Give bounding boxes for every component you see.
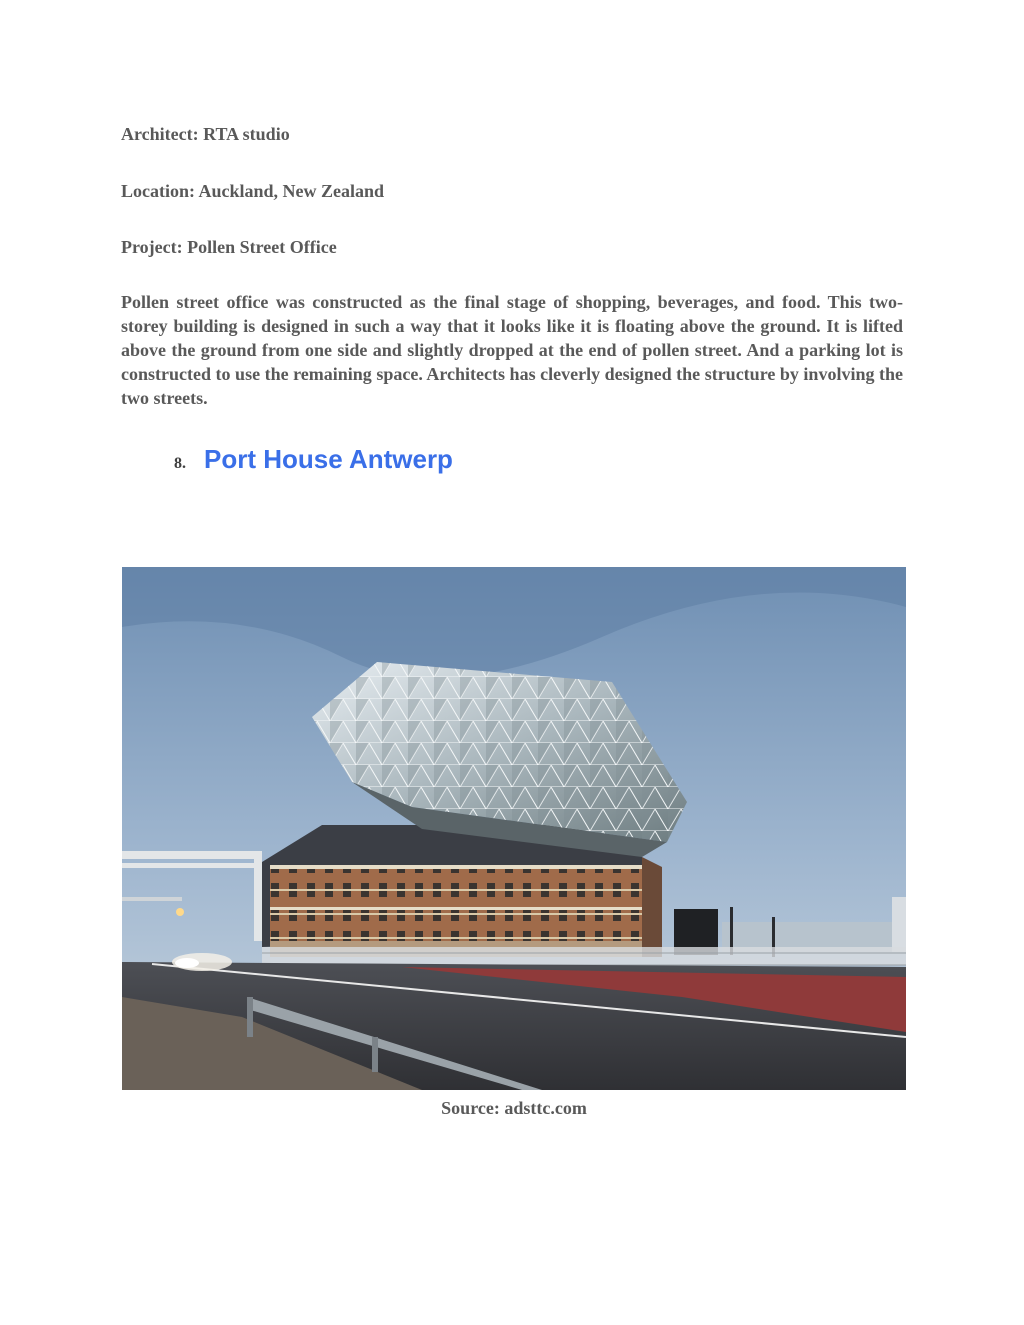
image-caption: Source: adsttc.com [441, 1098, 587, 1118]
section-title[interactable]: Port House Antwerp [204, 444, 453, 474]
description-paragraph: Pollen street office was constructed as the final stage of shopping, beverages, and food. This two-storey building is designed in such a way that it looks like it is floating above the ground. It is lifted above the ground from one side and slightly dropped at the end of pollen street. And a parking lot is constructed to use the remaining space. Architects has cleverly designed the structure by involving the two streets. [121, 292, 903, 408]
project-line: Project: Pollen Street Office [121, 237, 337, 257]
architect-line: Architect: RTA studio [121, 124, 290, 144]
location-line: Location: Auckland, New Zealand [121, 181, 385, 201]
section-heading [174, 441, 453, 477]
section-number: 8. [174, 455, 186, 472]
port-house-photo [122, 567, 906, 1090]
